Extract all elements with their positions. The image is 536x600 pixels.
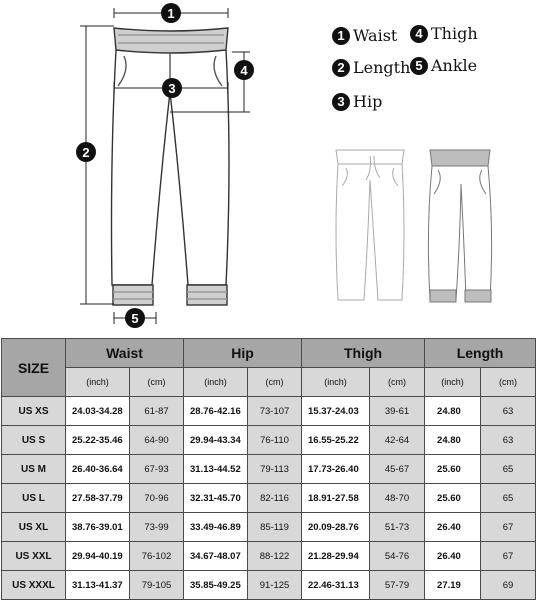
unit-label: (cm) [370,368,425,397]
legend-label: Thigh [431,24,478,43]
svg-text:4: 4 [240,63,248,78]
length-header: Length [425,339,536,368]
hip-cm: 85-119 [248,513,302,542]
svg-text:3: 3 [168,81,176,96]
thigh-header: Thigh [302,339,425,368]
legend-label: Ankle [431,56,478,75]
marker-2 [76,142,96,162]
hip-cm: 91-125 [248,571,302,600]
legend-waist [332,26,397,45]
length-inch: 24.80 [425,397,481,426]
hip-cm: 76-110 [248,426,302,455]
waist-inch: 26.40-36.64 [66,455,130,484]
unit-label: (cm) [248,368,302,397]
waist-cm: 79-105 [130,571,184,600]
waist-inch: 24.03-34.28 [66,397,130,426]
thigh-inch: 21.28-29.94 [302,542,370,571]
main-pants-drawing [112,28,230,305]
hip-inch: 31.13-44.52 [184,455,248,484]
thigh-inch: 22.46-31.13 [302,571,370,600]
waist-cm: 67-93 [130,455,184,484]
unit-label: (cm) [481,368,536,397]
hip-inch: 33.49-46.89 [184,513,248,542]
waist-cm: 64-90 [130,426,184,455]
waist-cm: 61-87 [130,397,184,426]
marker-3 [162,78,182,98]
length-cm: 67 [481,513,536,542]
hip-inch: 35.85-49.25 [184,571,248,600]
length-inch: 25.60 [425,484,481,513]
waist-inch: 31.13-41.37 [66,571,130,600]
waist-inch: 27.58-37.79 [66,484,130,513]
svg-text:1: 1 [167,6,175,21]
legend-number: 1 [332,27,350,45]
legend-ankle [410,56,477,75]
unit-label: (inch) [302,368,370,397]
length-cm: 67 [481,542,536,571]
legend-number: 5 [410,57,428,75]
length-cm: 69 [481,571,536,600]
size-label: US XXL [2,542,66,571]
hip-inch: 32.31-45.70 [184,484,248,513]
small-pants-trimmed [428,150,491,302]
table-row [2,484,536,513]
size-column-header: SIZE [2,339,66,397]
unit-label: (cm) [130,368,184,397]
thigh-cm: 54-76 [370,542,425,571]
length-cm: 63 [481,397,536,426]
table-row [2,455,536,484]
hip-cm: 88-122 [248,542,302,571]
legend-label: Hip [353,92,383,111]
table-row [2,571,536,600]
table-row [2,513,536,542]
svg-text:2: 2 [82,145,90,160]
thigh-cm: 48-70 [370,484,425,513]
unit-label: (inch) [425,368,481,397]
length-inch: 25.60 [425,455,481,484]
waist-inch: 38.76-39.01 [66,513,130,542]
legend-length [332,58,410,77]
hip-cm: 73-107 [248,397,302,426]
hip-cm: 82-116 [248,484,302,513]
legend-label: Waist [353,26,398,45]
length-inch: 24.80 [425,426,481,455]
unit-label: (inch) [66,368,130,397]
waist-inch: 29.94-40.19 [66,542,130,571]
svg-text:5: 5 [131,311,139,326]
length-cm: 65 [481,455,536,484]
size-label: US S [2,426,66,455]
measurement-guides [80,8,250,324]
waist-header: Waist [66,339,184,368]
length-cm: 65 [481,484,536,513]
thigh-cm: 42-64 [370,426,425,455]
waist-cm: 73-99 [130,513,184,542]
table-row [2,426,536,455]
size-label: US XL [2,513,66,542]
hip-inch: 34.67-48.07 [184,542,248,571]
length-inch: 26.40 [425,542,481,571]
hip-inch: 28.76-42.16 [184,397,248,426]
waist-cm: 76-102 [130,542,184,571]
size-label: US L [2,484,66,513]
waist-cm: 70-96 [130,484,184,513]
thigh-inch: 20.09-28.76 [302,513,370,542]
hip-header: Hip [184,339,302,368]
legend-number: 2 [332,59,350,77]
size-label: US XXXL [2,571,66,600]
marker-4 [234,60,254,80]
length-inch: 26.40 [425,513,481,542]
thigh-inch: 17.73-26.40 [302,455,370,484]
thigh-cm: 45-67 [370,455,425,484]
small-pants-outline [336,150,404,300]
length-inch: 27.19 [425,571,481,600]
thigh-cm: 39-61 [370,397,425,426]
table-row [2,542,536,571]
legend-thigh [410,24,478,43]
thigh-cm: 51-73 [370,513,425,542]
size-label: US M [2,455,66,484]
size-label: US XS [2,397,66,426]
length-cm: 63 [481,426,536,455]
table-row [2,397,536,426]
size-chart-table [1,338,536,600]
legend-label: Length [353,58,411,77]
thigh-inch: 18.91-27.58 [302,484,370,513]
marker-1 [161,3,181,23]
legend-hip [332,92,382,111]
marker-5 [125,308,145,328]
unit-label: (inch) [184,368,248,397]
hip-cm: 79-113 [248,455,302,484]
legend-number: 4 [410,25,428,43]
waist-inch: 25.22-35.46 [66,426,130,455]
thigh-cm: 57-79 [370,571,425,600]
thigh-inch: 16.55-25.22 [302,426,370,455]
hip-inch: 29.94-43.34 [184,426,248,455]
thigh-inch: 15.37-24.03 [302,397,370,426]
legend-number: 3 [332,93,350,111]
